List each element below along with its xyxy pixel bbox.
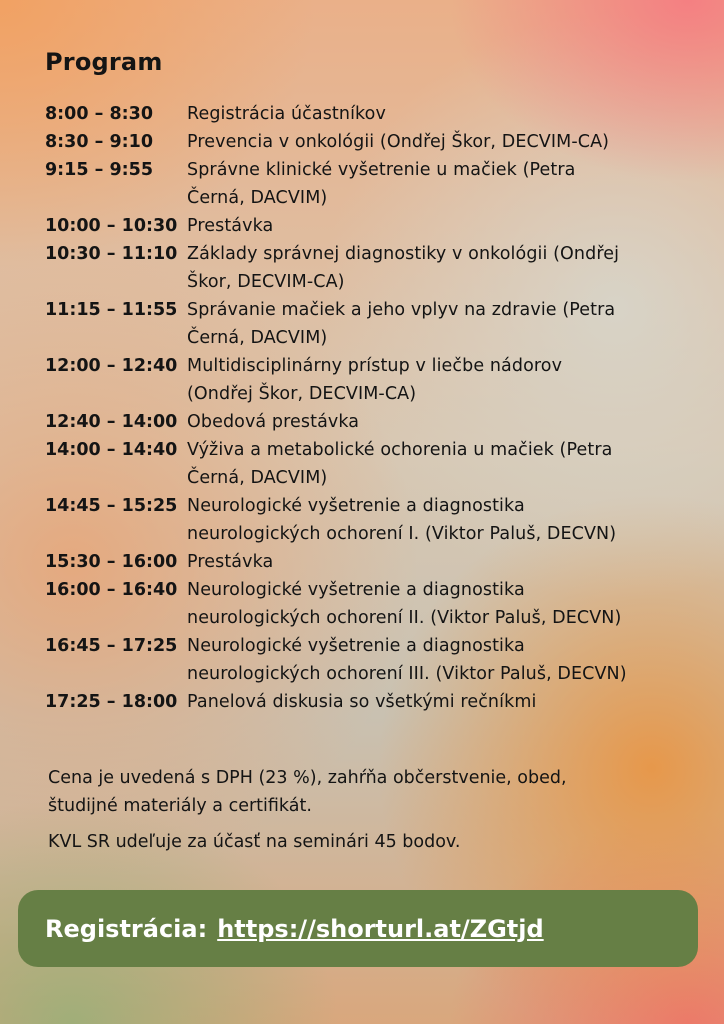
schedule-time: 11:15 – 11:55 [45,300,178,320]
schedule-title-line: Správanie mačiek a jeho vplyv na zdravie (Petra [187,300,616,320]
schedule-row [45,436,685,492]
schedule-row [45,212,685,240]
price-note-line: Cena je uvedená s DPH (23 %), zahŕňa občerstvenie, obed, [48,768,567,788]
schedule-title-line: neurologických ochorení II. (Viktor Paluš, DECVN) [187,608,622,628]
schedule-title [187,128,685,156]
registration-link[interactable]: https://shorturl.at/ZGtjd [217,914,544,943]
schedule-title [187,352,685,408]
schedule-title [187,576,685,632]
schedule-title [187,100,685,128]
schedule-row [45,240,685,296]
schedule-title-line: Prestávka [187,216,274,236]
schedule-row [45,352,685,408]
schedule-row [45,632,685,688]
schedule-time: 8:30 – 9:10 [45,132,153,152]
schedule-title-line: Základy správnej diagnostiky v onkológii (Ondřej [187,244,620,264]
schedule-title-line: Prevencia v onkológii (Ondřej Škor, DECVIM-CA) [187,132,610,152]
schedule-row [45,408,685,436]
schedule-title-line: neurologických ochorení III. (Viktor Paluš, DECVN) [187,664,627,684]
price-note-line: študijné materiály a certifikát. [48,796,312,816]
schedule-time: 12:40 – 14:00 [45,412,178,432]
program-schedule [45,100,685,716]
schedule-title [187,212,685,240]
program-heading: Program [45,48,163,76]
schedule-title-line: Výživa a metabolické ochorenia u mačiek (Petra [187,440,613,460]
schedule-time: 15:30 – 16:00 [45,552,178,572]
price-note [48,764,668,820]
schedule-row [45,492,685,548]
schedule-time: 12:00 – 12:40 [45,356,178,376]
schedule-time: 17:25 – 18:00 [45,692,178,712]
schedule-time: 14:45 – 15:25 [45,496,178,516]
schedule-row [45,296,685,352]
schedule-title-line: Černá, DACVIM) [187,188,328,208]
schedule-time: 16:00 – 16:40 [45,580,178,600]
schedule-title [187,408,685,436]
credits-note: KVL SR udeľuje za účasť na seminári 45 bodov. [48,832,461,852]
schedule-title [187,548,685,576]
schedule-title-line: Prestávka [187,552,274,572]
schedule-row [45,128,685,156]
schedule-time: 14:00 – 14:40 [45,440,178,460]
schedule-title-line: neurologických ochorení I. (Viktor Paluš, DECVN) [187,524,617,544]
schedule-title [187,296,685,352]
schedule-row [45,548,685,576]
schedule-time: 10:30 – 11:10 [45,244,178,264]
schedule-time: 8:00 – 8:30 [45,104,153,124]
schedule-title-line: Černá, DACVIM) [187,328,328,348]
schedule-title [187,632,685,688]
schedule-row [45,688,685,716]
info-section [48,764,668,864]
schedule-title-line: Neurologické vyšetrenie a diagnostika [187,636,525,656]
schedule-time: 9:15 – 9:55 [45,160,153,180]
schedule-time: 16:45 – 17:25 [45,636,178,656]
schedule-title-line: (Ondřej Škor, DECVIM-CA) [187,384,417,404]
schedule-row [45,576,685,632]
schedule-title [187,688,685,716]
schedule-row [45,156,685,212]
schedule-title [187,156,685,212]
schedule-title-line: Černá, DACVIM) [187,468,328,488]
schedule-title [187,240,685,296]
schedule-row [45,100,685,128]
schedule-title-line: Neurologické vyšetrenie a diagnostika [187,496,525,516]
schedule-title-line: Multidisciplinárny prístup v liečbe nádorov [187,356,563,376]
schedule-title-line: Neurologické vyšetrenie a diagnostika [187,580,525,600]
schedule-title [187,436,685,492]
schedule-title-line: Škor, DECVIM-CA) [187,272,345,292]
registration-label: Registrácia: [45,914,208,943]
schedule-title-line: Panelová diskusia so všetkými rečníkmi [187,692,537,712]
schedule-title-line: Registrácia účastníkov [187,104,386,124]
schedule-title-line: Správne klinické vyšetrenie u mačiek (Petra [187,160,576,180]
schedule-title-line: Obedová prestávka [187,412,360,432]
schedule-title [187,492,685,548]
schedule-time: 10:00 – 10:30 [45,216,178,236]
registration-banner [18,890,698,967]
